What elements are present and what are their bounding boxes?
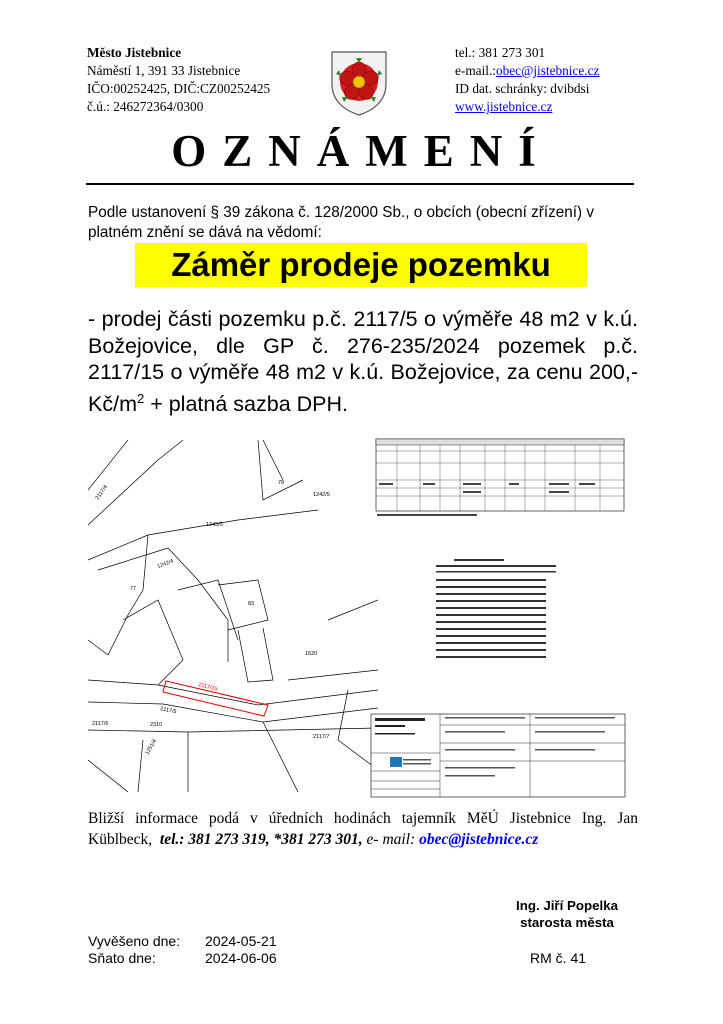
map-label: 1242/4	[156, 558, 175, 570]
info-email-label: e- mail:	[366, 831, 416, 848]
map-label: 2117/15	[197, 682, 218, 693]
web-link[interactable]: www.jistebnice.cz	[455, 99, 553, 114]
map-label: 77	[130, 586, 137, 592]
signature-block	[516, 897, 618, 931]
map-label: 1243/5	[206, 522, 223, 528]
map-label: 2117/5	[159, 706, 177, 716]
signatory-role: starosta města	[520, 915, 614, 930]
letterhead-left	[87, 44, 270, 116]
org-address: Náměstí 1, 391 33 Jistebnice	[87, 63, 241, 78]
org-name: Město Jistebnice	[87, 45, 182, 60]
notice-headline: Záměr prodeje pozemku	[135, 243, 587, 287]
info-email-link[interactable]: obec@jistebnice.cz	[419, 831, 539, 848]
coordinates-list-image	[434, 557, 584, 669]
notice-intro: Podle ustanovení § 39 zákona č. 128/2000 Sb., o obcích (obecní zřízení) v platném znění se dává na vědomí:	[88, 204, 594, 241]
removed-date: 2024-06-06	[205, 950, 277, 966]
map-label: 2117/6	[92, 721, 109, 727]
posting-dates	[88, 933, 277, 967]
info-text: Bližší informace podá v úředních hodinách tajemník MěÚ Jistebnice Ing. Jan Küblbeck,	[88, 810, 638, 848]
map-label: 78	[278, 480, 285, 486]
notice-title: OZNÁMENÍ	[171, 126, 552, 176]
posted-date: 2024-05-21	[205, 933, 277, 949]
map-label: 1242/5	[313, 492, 330, 498]
map-label: 1520	[305, 651, 318, 657]
body-part2: + platná sazba DPH.	[144, 391, 348, 416]
org-ids: IČO:00252425, DIČ:CZ00252425	[87, 81, 271, 96]
org-phone: tel.: 381 273 301	[455, 45, 546, 60]
cadastral-map	[88, 440, 378, 792]
map-label: 1251/4	[144, 738, 159, 756]
council-resolution-ref: RM č. 41	[530, 950, 587, 966]
org-account: č.ú.: 246272364/0300	[87, 99, 204, 114]
map-label: 83	[248, 601, 255, 607]
removed-label: Sňato dne:	[88, 950, 156, 966]
coat-of-arms-icon	[330, 50, 388, 116]
org-databox: ID dat. schránky: dvibdsi	[455, 81, 590, 96]
geometric-plan-image	[370, 713, 626, 798]
org-web-line	[455, 98, 599, 116]
map-label: 2117/4	[94, 484, 110, 502]
posted-label: Vyvěšeno dne:	[88, 933, 181, 949]
title-underline	[86, 183, 634, 185]
email-link[interactable]: obec@jistebnice.cz	[495, 63, 600, 78]
contact-info	[88, 808, 638, 850]
map-label: 2117/7	[313, 734, 330, 740]
info-phones: tel.: 381 273 319, *381 273 301,	[159, 831, 363, 848]
map-label: 2310	[150, 722, 163, 728]
body-part1: - prodej části pozemku p.č. 2117/5 o výměře 48 m2 v k.ú. Božejovice, dle GP č. 276-235/2024 pozemek p.č. 2117/15 o výměře 48 m2 v k.ú. Božejovice, za cenu 200,- Kč/m	[88, 307, 638, 416]
body-superscript: 2	[136, 390, 145, 406]
notice-body	[88, 306, 638, 417]
org-email-line	[455, 62, 599, 80]
letterhead-right	[455, 44, 599, 116]
signatory-name: Ing. Jiří Popelka	[516, 898, 618, 913]
parcel-table-image	[375, 438, 625, 518]
email-label: e-mail.:	[455, 63, 496, 78]
